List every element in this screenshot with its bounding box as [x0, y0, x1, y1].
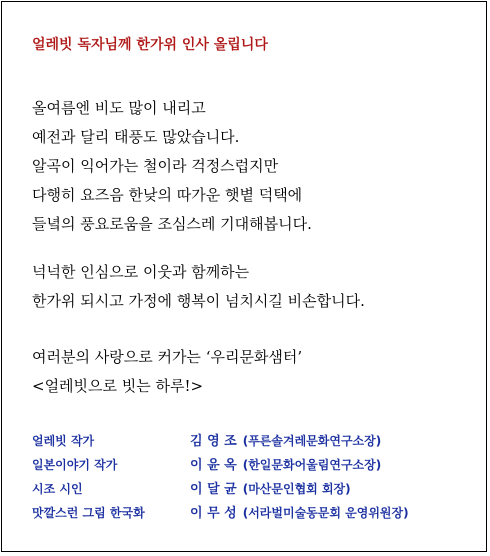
- credit-affiliation: (마산문인협회 회장): [242, 482, 351, 496]
- credit-affiliation: (서라벌미술동문회 운영위원장): [242, 506, 409, 520]
- credit-row: [32, 477, 409, 501]
- body-line: 여러분의 사랑으로 커가는 ‘우리문화샘터’: [32, 348, 303, 366]
- body-line: 다행히 요즈음 한낮의 따가운 햇볕 덕택에: [32, 186, 303, 204]
- body-line: 한가위 되시고 가정에 행복이 넘치시길 비손합니다.: [32, 292, 365, 310]
- body-line: 알곡이 익어가는 철이라 걱정스럽지만: [32, 157, 279, 175]
- credit-affiliation: (한일문화어울림연구소장): [242, 458, 382, 472]
- body-line: 올여름엔 비도 많이 내리고: [32, 99, 206, 117]
- credit-role: 맛깔스런 그림 한국화: [32, 506, 145, 520]
- paragraph-greeting: [32, 258, 365, 316]
- credit-name: 김 영 조: [190, 434, 237, 449]
- paragraph-closing: [32, 343, 302, 401]
- body-line: 들녘의 풍요로움을 조심스레 기대해봅니다.: [32, 215, 312, 233]
- credit-role: 얼레빗 작가: [32, 434, 95, 448]
- credit-name: 이 무 성: [190, 506, 237, 521]
- paragraph-weather: [32, 94, 312, 239]
- credit-role: 시조 시인: [32, 482, 83, 496]
- letter-frame: [1, 1, 487, 552]
- credit-row: [32, 429, 409, 453]
- credit-affiliation: (푸른솔겨레문화연구소장): [242, 434, 382, 448]
- letter-title: 얼레빗 독자님께 한가위 인사 올립니다: [32, 37, 268, 53]
- credit-row: [32, 453, 409, 477]
- credit-role: 일본이야기 작가: [32, 458, 118, 472]
- body-line: 예전과 달리 태풍도 많았습니다.: [32, 128, 240, 146]
- credit-name: 이 달 균: [190, 482, 237, 497]
- credits-list: [32, 429, 409, 525]
- credit-name: 이 윤 옥: [190, 458, 237, 473]
- body-line: <얼레빗으로 빗는 하루!>: [32, 377, 204, 395]
- body-line: 넉넉한 인심으로 이웃과 함께하는: [32, 263, 250, 281]
- credit-row: [32, 501, 409, 525]
